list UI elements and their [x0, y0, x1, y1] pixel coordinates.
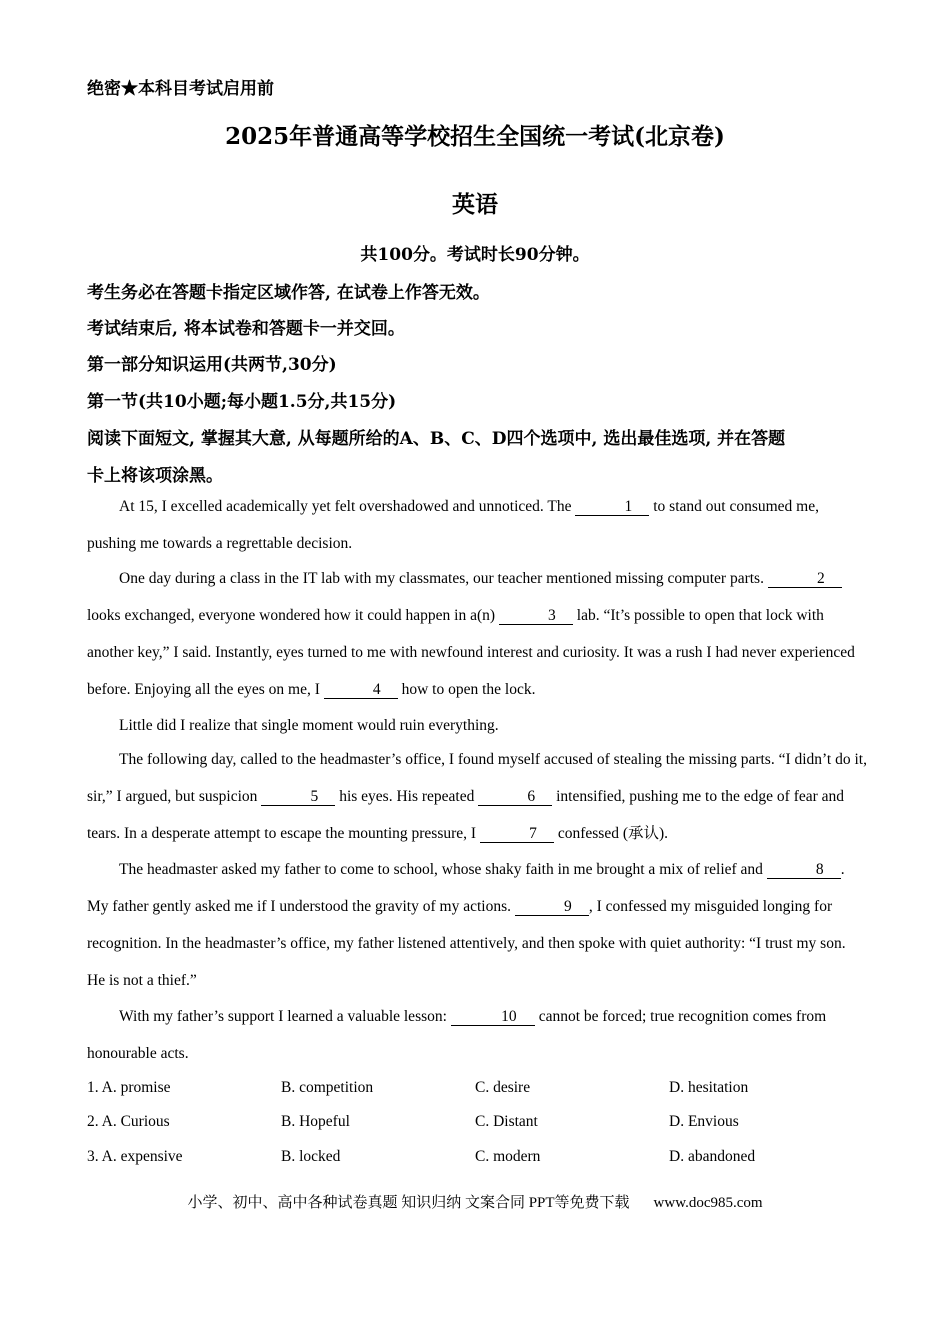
passage	[87, 851, 867, 999]
passage-paragraph: One day during a class in the IT lab with my classmates, our teacher mentioned missing computer parts. 2 looks exchanged, everyone wondered how it could happen in a(n) 3 lab. “It’s possible to open that lock with another key,” I said. Instantly, eyes turned to me with newfound interest and curiosity. It was a rush I had never experienced before. Enjoying all the eyes on me, I 4 how to open the lock.	[87, 570, 855, 698]
subject-title: 英语	[452, 191, 498, 218]
option-3d: D. abandoned	[669, 1148, 756, 1165]
option-2d: D. Envious	[669, 1113, 739, 1130]
option-2b: B. Hopeful	[281, 1113, 350, 1130]
footer-url[interactable]: www.doc985.com	[653, 1195, 763, 1211]
reading-instruction: 阅读下面短文, 掌握其大意, 从每题所给的A、B、C、D四个选项中, 选出最佳选项, 并在答题	[87, 429, 786, 449]
instruction-return: 考试结束后, 将本试卷和答题卡一并交回。	[87, 319, 405, 339]
footer	[0, 1191, 950, 1212]
section-heading: 第一节(共10小题;每小题1.5分,共15分)	[87, 392, 397, 412]
passage	[87, 998, 867, 1072]
exam-title: 2025年普通高等学校招生全国统一考试(北京卷)	[225, 123, 725, 150]
option-2a: 2. A. Curious	[87, 1113, 170, 1130]
option-3a: 3. A. expensive	[87, 1148, 183, 1165]
passage-paragraph: At 15, I excelled academically yet felt overshadowed and unnoticed. The 1 to stand out consumed me, pushing me towards a regrettable decision.	[87, 498, 819, 552]
option-1a: 1. A. promise	[87, 1079, 171, 1096]
blank-10: 10	[451, 1008, 535, 1026]
footer-text: 小学、初中、高中各种试卷真题 知识归纳 文案合同 PPT等免费下载	[187, 1195, 630, 1211]
blank-3: 3	[499, 607, 573, 625]
passage-paragraph: Little did I realize that single moment would ruin everything.	[119, 717, 499, 734]
option-2c: C. Distant	[475, 1113, 538, 1130]
option-1c: C. desire	[475, 1079, 531, 1096]
option-1d: D. hesitation	[669, 1079, 749, 1096]
blank-6: 6	[478, 788, 552, 806]
exam-info: 共100分。考试时长90分钟。	[360, 245, 590, 265]
passage-paragraph: The following day, called to the headmaster’s office, I found myself accused of stealing the missing parts. “I didn’t do it, sir,” I argued, but suspicion 5 his eyes. His repeated 6 intensified, pushing me to the edge of fear and tears. In a desperate attempt to escape the mounting pressure, I 7 confessed (承认).	[87, 751, 867, 842]
passage	[87, 488, 867, 562]
option-3b: B. locked	[281, 1148, 341, 1165]
passage-paragraph: With my father’s support I learned a valuable lesson: 10 cannot be forced; true recognition comes from honourable acts.	[87, 1008, 827, 1062]
blank-2: 2	[768, 570, 842, 588]
passage	[87, 560, 867, 708]
blank-4: 4	[324, 681, 398, 699]
passage	[87, 707, 867, 744]
blank-9: 9	[515, 898, 589, 916]
passage-paragraph: The headmaster asked my father to come to school, whose shaky faith in me brought a mix of relief and 8 . My father gently asked me if I understood the gravity of my actions. 9 , I confessed my misguided longing for recognition. In the headmaster’s office, my father listened attentively, and then spoke with quiet authority: “I trust my son. He is not a thief.”	[87, 861, 846, 989]
instruction-answer-card: 考生务必在答题卡指定区域作答, 在试卷上作答无效。	[87, 283, 490, 303]
option-3c: C. modern	[475, 1148, 541, 1165]
confidential-label: 绝密★本科目考试启用前	[87, 79, 274, 99]
blank-1: 1	[575, 498, 649, 516]
part-heading: 第一部分知识运用(共两节,30分)	[87, 355, 337, 375]
blank-7: 7	[480, 825, 554, 843]
blank-8: 8	[767, 861, 841, 879]
option-1b: B. competition	[281, 1079, 374, 1096]
blank-5: 5	[261, 788, 335, 806]
reading-instruction-cont: 卡上将该项涂黑。	[87, 466, 223, 486]
passage	[87, 741, 867, 852]
